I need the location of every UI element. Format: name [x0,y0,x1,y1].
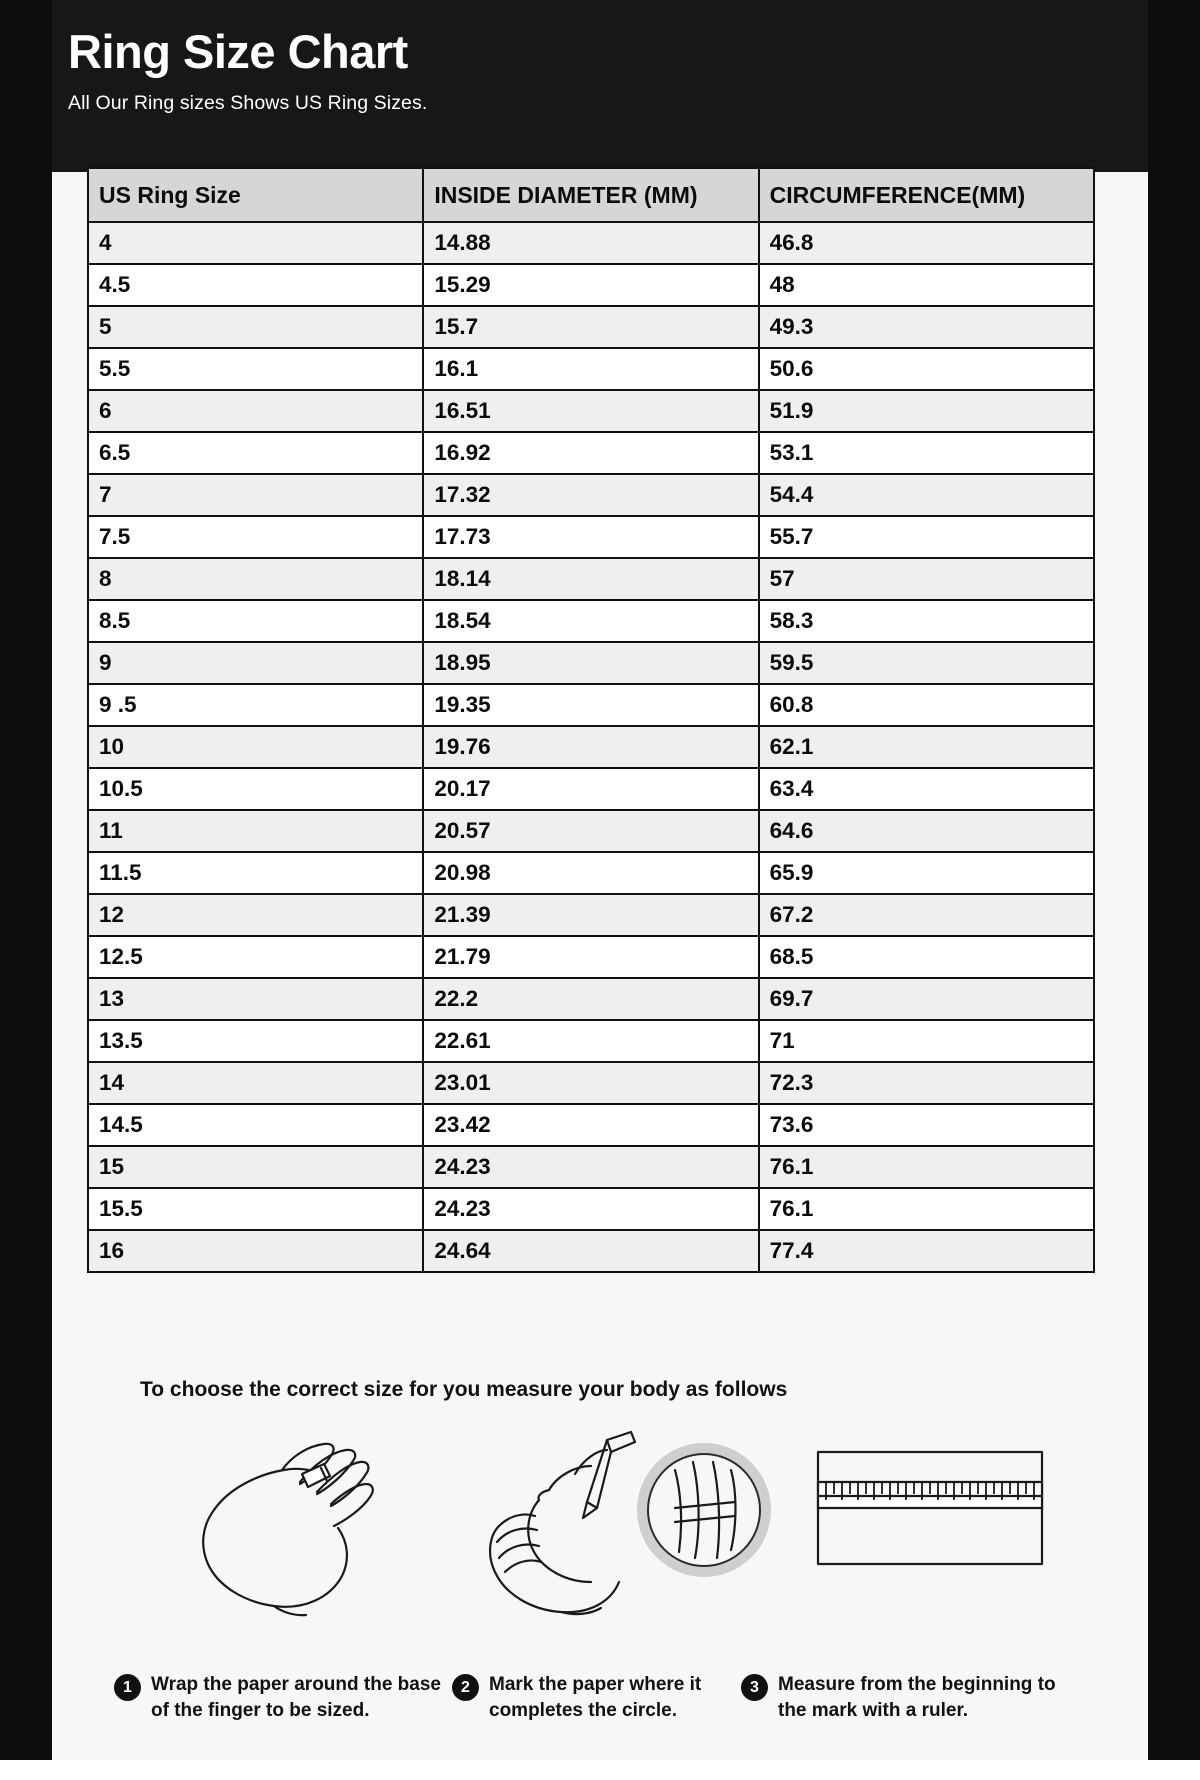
table-cell: 50.6 [759,348,1094,390]
table-cell: 71 [759,1020,1094,1062]
table-cell: 76.1 [759,1188,1094,1230]
step-3-number: 3 [741,1674,768,1701]
table-cell: 23.01 [423,1062,758,1104]
table-row [88,600,1094,642]
table-row [88,810,1094,852]
table-cell: 20.98 [423,852,758,894]
table-cell: 49.3 [759,306,1094,348]
table-cell: 53.1 [759,432,1094,474]
table-cell: 62.1 [759,726,1094,768]
hand-with-paper-strip-illustration [174,1430,434,1630]
table-cell: 14.88 [423,222,758,264]
bottom-white-strip [0,1760,1200,1780]
table-cell: 12 [88,894,423,936]
table-row [88,348,1094,390]
table-cell: 63.4 [759,768,1094,810]
table-cell: 23.42 [423,1104,758,1146]
step-1-text: Wrap the paper around the base of the finger to be sized. [151,1674,441,1721]
table-row [88,222,1094,264]
table-cell: 19.35 [423,684,758,726]
table-cell: 4 [88,222,423,264]
table-cell: 69.7 [759,978,1094,1020]
table-cell: 64.6 [759,810,1094,852]
table-cell: 55.7 [759,516,1094,558]
hand-marking-paper-with-pencil-illustration [479,1430,779,1630]
table-row [88,642,1094,684]
table-row [88,1188,1094,1230]
table-body [88,222,1094,1272]
table-row [88,306,1094,348]
table-cell: 48 [759,264,1094,306]
header-left-corner [0,0,52,172]
table-cell: 13.5 [88,1020,423,1062]
table-row [88,432,1094,474]
table-row [88,894,1094,936]
table-row [88,684,1094,726]
table-cell: 10 [88,726,423,768]
table-cell: 46.8 [759,222,1094,264]
table-cell: 22.61 [423,1020,758,1062]
table-row [88,474,1094,516]
page-title: Ring Size Chart [68,25,408,78]
table-cell: 60.8 [759,684,1094,726]
table-cell: 8.5 [88,600,423,642]
table-row [88,516,1094,558]
step-2-number: 2 [452,1674,479,1701]
table-row [88,390,1094,432]
table-cell: 51.9 [759,390,1094,432]
column-header-circumference: CIRCUMFERENCE(MM) [759,168,1094,222]
table-cell: 57 [759,558,1094,600]
table-row [88,726,1094,768]
table-cell: 7 [88,474,423,516]
table-cell: 12.5 [88,936,423,978]
table-cell: 68.5 [759,936,1094,978]
table-cell: 16.51 [423,390,758,432]
table-row [88,264,1094,306]
table-cell: 15.5 [88,1188,423,1230]
page-subtitle: All Our Ring sizes Shows US Ring Sizes. [68,91,428,114]
table-cell: 16.1 [423,348,758,390]
table-row [88,1230,1094,1272]
chart-sheet [52,0,1148,1780]
table-cell: 76.1 [759,1146,1094,1188]
table-cell: 9 [88,642,423,684]
table-cell: 7.5 [88,516,423,558]
step-1 [114,1672,444,1723]
table-cell: 58.3 [759,600,1094,642]
table-cell: 17.73 [423,516,758,558]
table-cell: 6 [88,390,423,432]
table-cell: 14 [88,1062,423,1104]
table-cell: 59.5 [759,642,1094,684]
ring-size-table [87,167,1095,1273]
table-cell: 5.5 [88,348,423,390]
table-cell: 9 .5 [88,684,423,726]
table-row [88,1146,1094,1188]
table-cell: 18.14 [423,558,758,600]
table-cell: 16.92 [423,432,758,474]
table-cell: 54.4 [759,474,1094,516]
table-cell: 4.5 [88,264,423,306]
table-cell: 6.5 [88,432,423,474]
measure-instruction: To choose the correct size for you measure your body as follows [140,1378,788,1401]
table-cell: 15.29 [423,264,758,306]
table-cell: 15 [88,1146,423,1188]
table-cell: 20.17 [423,768,758,810]
step-3-text: Measure from the beginning to the mark with a ruler. [778,1674,1056,1721]
table-cell: 11 [88,810,423,852]
table-row [88,1020,1094,1062]
table-cell: 18.95 [423,642,758,684]
table-cell: 24.23 [423,1188,758,1230]
table-cell: 15.7 [423,306,758,348]
table-header-row [88,168,1094,222]
table-cell: 13 [88,978,423,1020]
table-row [88,1104,1094,1146]
table-cell: 73.6 [759,1104,1094,1146]
table-cell: 19.76 [423,726,758,768]
table-cell: 24.23 [423,1146,758,1188]
table-cell: 24.64 [423,1230,758,1272]
step-3 [741,1672,1086,1723]
table-row [88,852,1094,894]
table-cell: 18.54 [423,600,758,642]
table-cell: 17.32 [423,474,758,516]
table-cell: 14.5 [88,1104,423,1146]
table-cell: 67.2 [759,894,1094,936]
table-cell: 8 [88,558,423,600]
header-right-corner [1148,0,1200,172]
illustrations-row [104,1430,1200,1645]
table-row [88,558,1094,600]
step-2-text: Mark the paper where it completes the circle. [489,1674,702,1721]
table-cell: 11.5 [88,852,423,894]
table-row [88,978,1094,1020]
steps-row [104,1672,1200,1752]
left-dark-margin [0,0,52,1780]
table-cell: 22.2 [423,978,758,1020]
page-header [52,0,1148,172]
table-cell: 5 [88,306,423,348]
column-header-inside-diameter: INSIDE DIAMETER (MM) [423,168,758,222]
table-cell: 21.79 [423,936,758,978]
table-cell: 20.57 [423,810,758,852]
table-cell: 21.39 [423,894,758,936]
table-cell: 10.5 [88,768,423,810]
table-cell: 72.3 [759,1062,1094,1104]
table-cell: 77.4 [759,1230,1094,1272]
column-header-us-ring-size: US Ring Size [88,168,423,222]
table-cell: 65.9 [759,852,1094,894]
table-row [88,1062,1094,1104]
ruler-measuring-illustration [804,1430,1064,1630]
size-table-container [87,167,1095,1273]
table-cell: 16 [88,1230,423,1272]
step-1-number: 1 [114,1674,141,1701]
step-2 [452,1672,752,1723]
table-row [88,768,1094,810]
table-row [88,936,1094,978]
